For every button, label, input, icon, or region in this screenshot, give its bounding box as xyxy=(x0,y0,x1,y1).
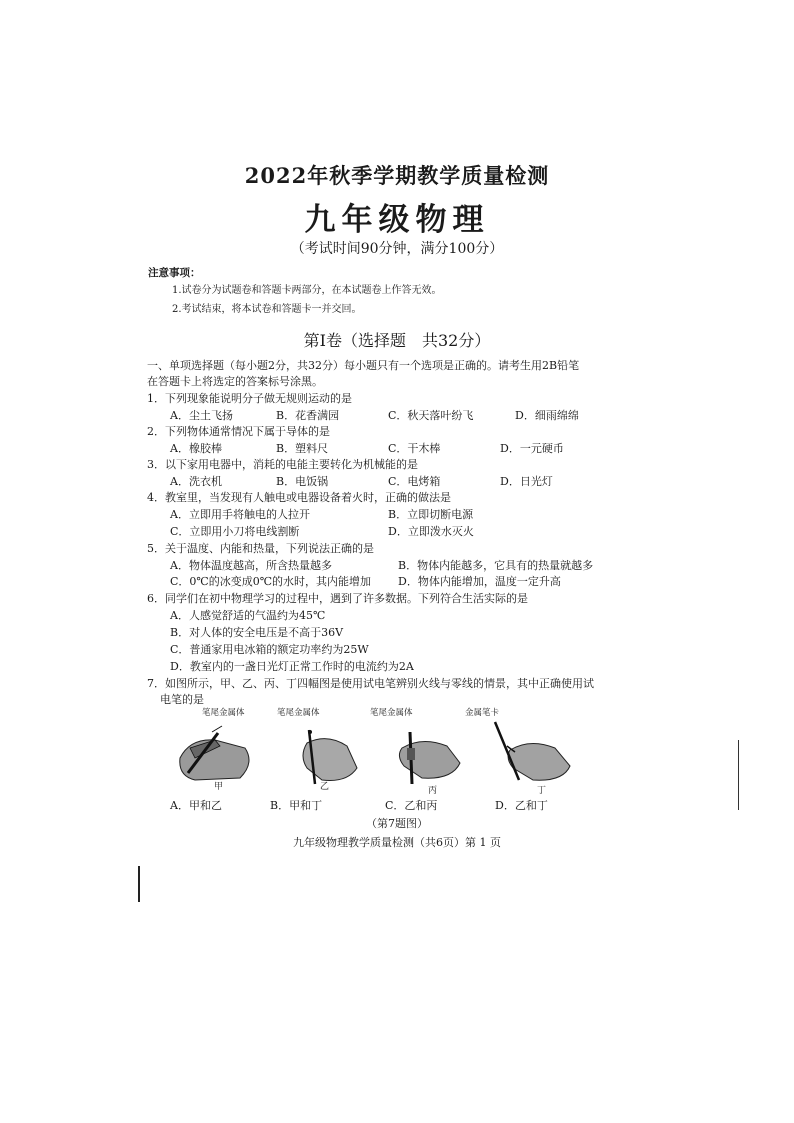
question-7-figure xyxy=(160,706,580,796)
notice-heading: 注意事项： xyxy=(148,267,201,279)
question-stem: 5．关于温度、内能和热量，下列说法正确的是 xyxy=(147,542,374,555)
option: D．一元硬币 xyxy=(500,442,564,455)
option: A．物体温度越高，所含热量越多 xyxy=(170,559,332,572)
option: D．日光灯 xyxy=(500,475,553,488)
option: B．电饭锅 xyxy=(276,475,329,488)
notice-item: 2.考试结束，将本试卷和答题卡一并交回。 xyxy=(172,304,362,315)
option: B．塑料尺 xyxy=(276,442,329,455)
hand-pen-illustration xyxy=(485,718,585,788)
question-stem: 电笔的是 xyxy=(160,693,204,706)
option: D．乙和丁 xyxy=(495,799,548,812)
option: A．橡胶棒 xyxy=(170,442,222,455)
option: C．乙和丙 xyxy=(385,799,438,812)
figure-name: 甲 xyxy=(214,782,224,792)
figure-label: 笔尾金属体 xyxy=(370,708,413,718)
option: D．教室内的一盏日光灯正常工作时的电流约为2A xyxy=(170,660,414,673)
figure-name: 乙 xyxy=(320,782,330,792)
hand-pen-illustration xyxy=(382,718,472,788)
figure-panel-jia xyxy=(170,706,270,796)
question-stem: 6．同学们在初中物理学习的过程中，遇到了许多数据。下列符合生活实际的是 xyxy=(147,592,528,605)
option: A．尘土飞扬 xyxy=(170,409,233,422)
subject-title: 九年级物理 xyxy=(304,202,490,238)
option: B．立即切断电源 xyxy=(388,508,474,521)
question-stem: 1．下列现象能说明分子做无规则运动的是 xyxy=(147,392,352,405)
question-stem: 2．下列物体通常情况下属于导体的是 xyxy=(147,425,330,438)
option: C．秋天落叶纷飞 xyxy=(388,409,474,422)
question-stem: 7．如图所示，甲、乙、丙、丁四幅图是使用试电笔辨别火线与零线的情景，其中正确使用试 xyxy=(147,677,594,690)
figure-label: 金属笔卡 xyxy=(465,708,500,718)
option: B．对人体的安全电压是不高于36V xyxy=(170,626,344,639)
option: D．立即泼水灭火 xyxy=(388,525,474,538)
figure-panel-bing xyxy=(370,706,470,796)
hand-pen-illustration xyxy=(170,718,260,788)
option: B．甲和丁 xyxy=(270,799,323,812)
option: C．普通家用电冰箱的额定功率约为25W xyxy=(170,643,369,656)
option: A．洗衣机 xyxy=(170,475,222,488)
option: B．物体内能越多，它具有的热量就越多 xyxy=(398,559,594,572)
option: A．人感觉舒适的气温约为45℃ xyxy=(170,609,326,622)
figure-caption: （第7题图） xyxy=(366,817,428,830)
figure-panel-ding xyxy=(465,706,565,796)
figure-label: 笔尾金属体 xyxy=(277,708,320,718)
option: B．花香满园 xyxy=(276,409,340,422)
option: C．干木棒 xyxy=(388,442,441,455)
option: A．甲和乙 xyxy=(170,799,222,812)
option: C．电烤箱 xyxy=(388,475,441,488)
option: D．物体内能增加，温度一定升高 xyxy=(398,575,561,588)
section-instruction: 在答题卡上将选定的答案标号涂黑。 xyxy=(147,375,323,388)
hand-pen-illustration xyxy=(277,718,367,788)
question-stem: 3．以下家用电器中，消耗的电能主要转化为机械能的是 xyxy=(147,458,418,471)
option: C．立即用小刀将电线割断 xyxy=(170,525,300,538)
scan-mark xyxy=(138,866,140,902)
figure-panel-yi xyxy=(272,706,372,796)
option: D．细雨绵绵 xyxy=(515,409,579,422)
option: A．立即用手将触电的人拉开 xyxy=(170,508,310,521)
notice-item: 1.试卷分为试题卷和答题卡两部分，在本试题卷上作答无效。 xyxy=(172,285,442,296)
exam-title: 2022年秋季学期教学质量检测 xyxy=(244,163,550,188)
section-title: 第Ⅰ卷（选择题 共32分） xyxy=(303,331,491,350)
question-stem: 4．教室里，当发现有人触电或电器设备着火时，正确的做法是 xyxy=(147,491,451,504)
figure-name: 丙 xyxy=(428,786,438,796)
figure-name: 丁 xyxy=(537,786,547,796)
section-instruction: 一、单项选择题（每小题2分，共32分）每小题只有一个选项是正确的。请考生用2B铅笔 xyxy=(147,359,580,372)
option: C．0℃的冰变成0℃的水时，其内能增加 xyxy=(170,575,372,588)
scan-mark xyxy=(738,740,739,810)
exam-info: （考试时间90分钟，满分100分） xyxy=(290,241,504,257)
page-footer: 九年级物理教学质量检测（共6页）第 1 页 xyxy=(293,836,501,849)
figure-label: 笔尾金属体 xyxy=(202,708,245,718)
